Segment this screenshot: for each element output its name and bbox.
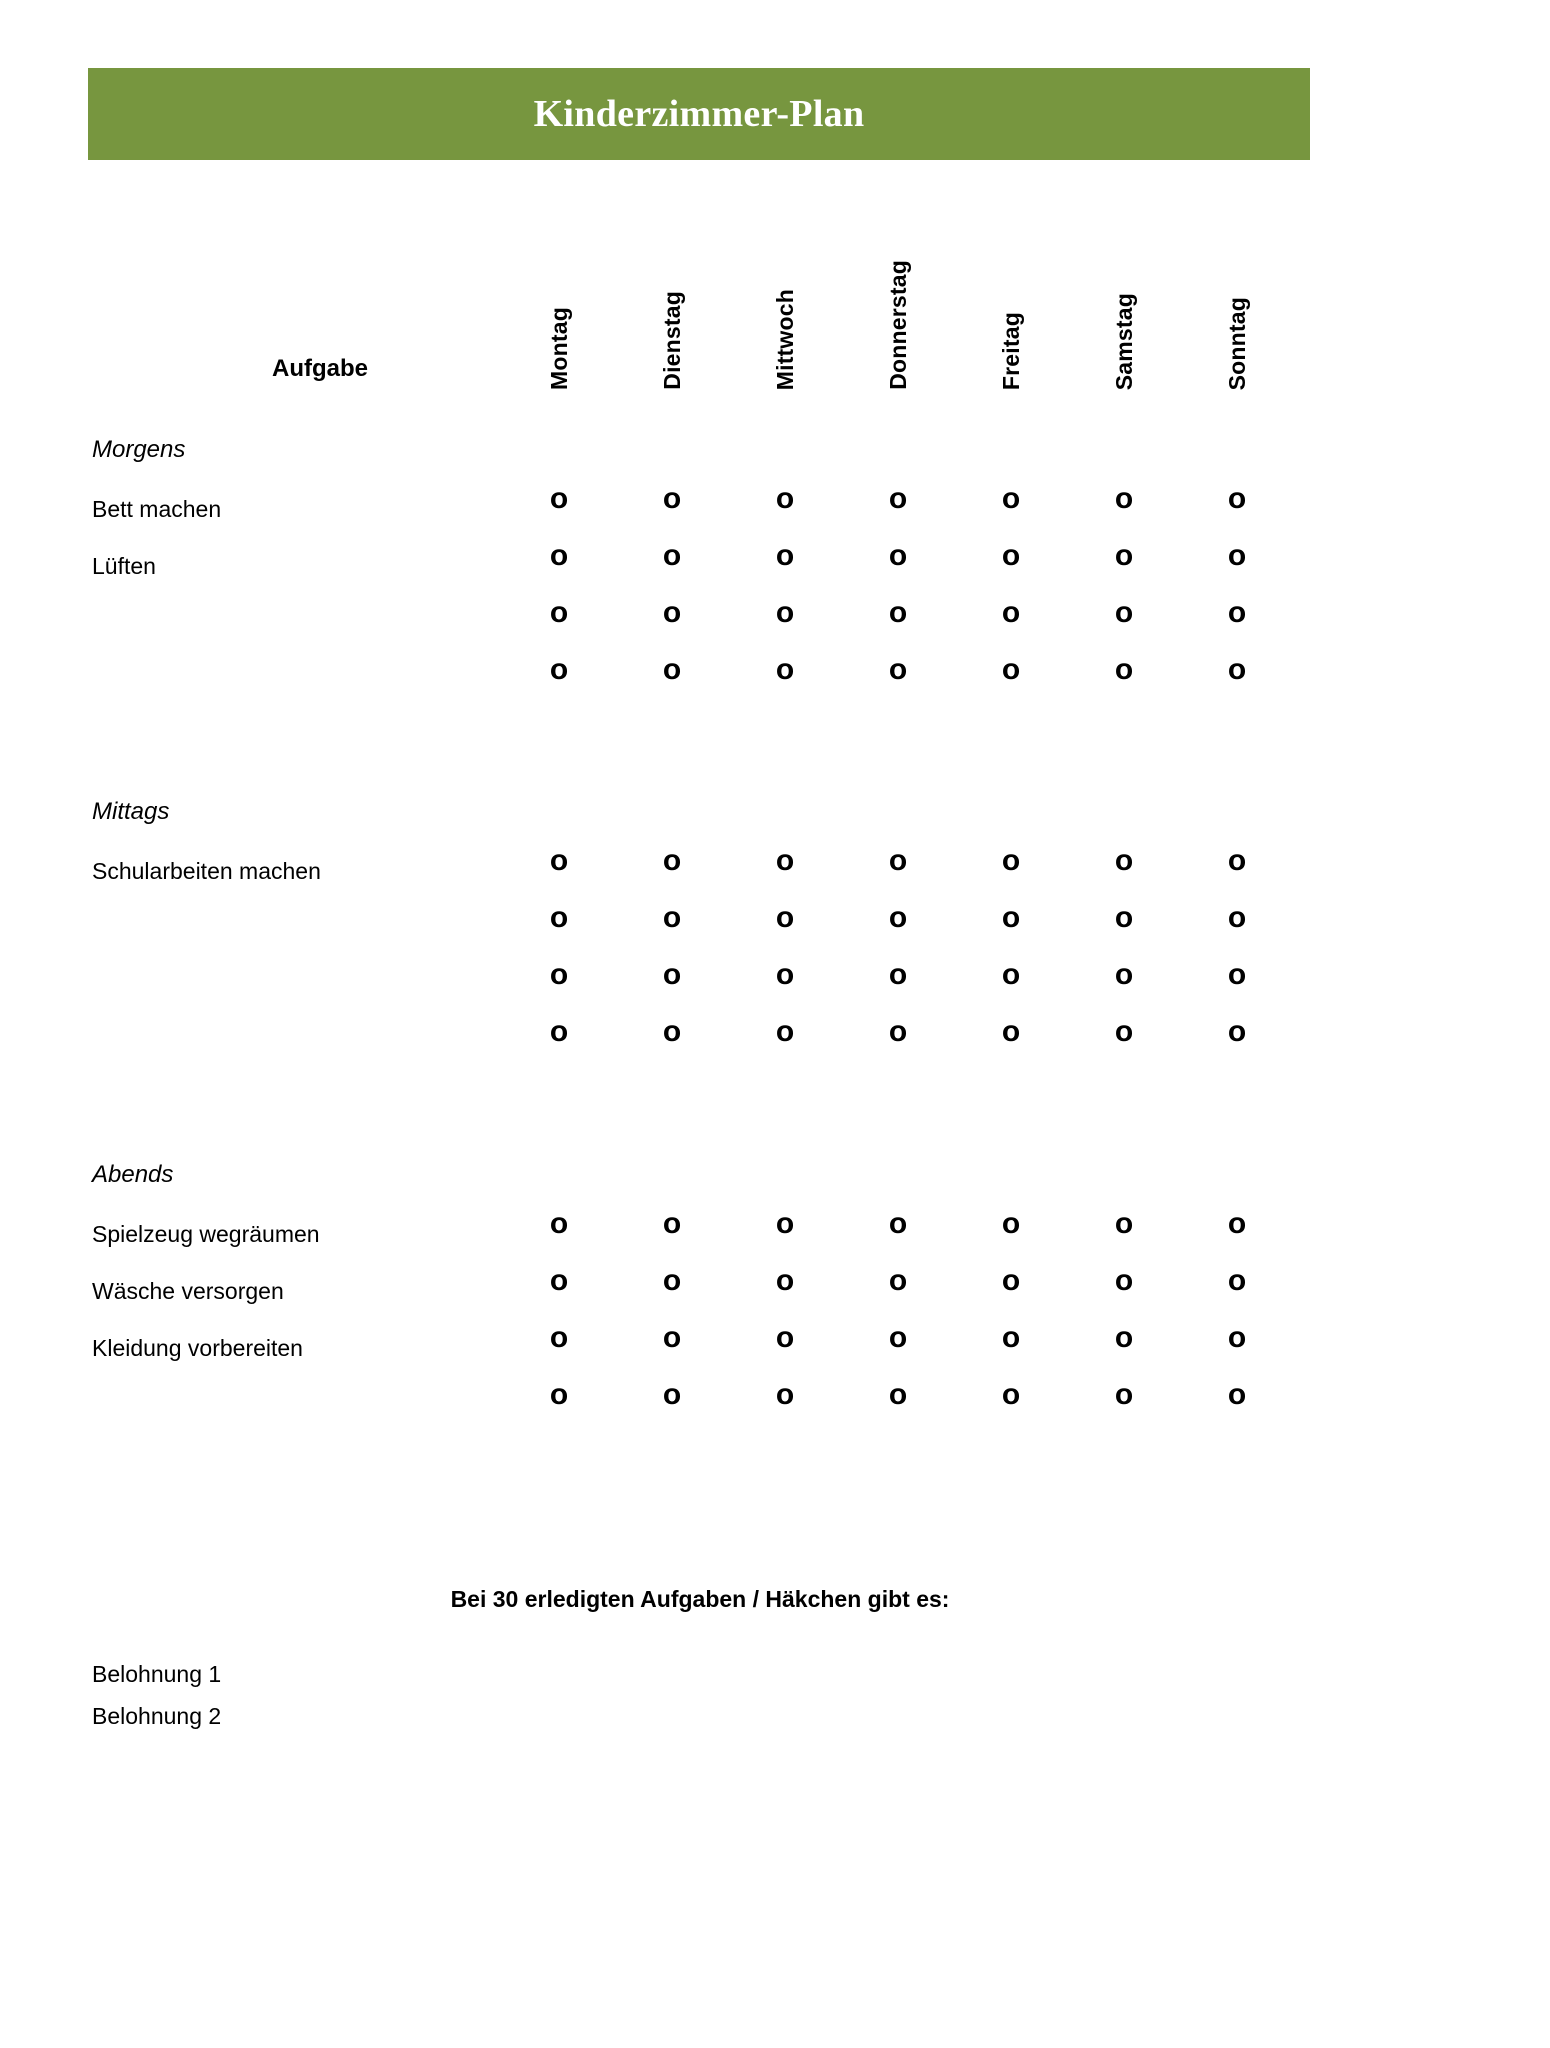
checkbox-circle[interactable]: o [549,596,569,629]
task-column-header: Aufgabe [272,355,368,382]
checkbox-circle[interactable]: o [1001,539,1021,572]
checkbox-circle[interactable]: o [662,901,682,934]
checkbox-circle[interactable]: o [1001,1015,1021,1048]
checkbox-circle[interactable]: o [1227,1378,1247,1411]
checkbox-circle[interactable]: o [662,539,682,572]
day-header-label: Donnerstag [884,260,911,390]
checkbox-circle[interactable]: o [1001,1207,1021,1240]
checkbox-circle[interactable]: o [888,1378,908,1411]
checkbox-circle[interactable]: o [1114,596,1134,629]
checkbox-circle[interactable]: o [1114,844,1134,877]
checkbox-circle[interactable]: o [1114,653,1134,686]
checkbox-circle[interactable]: o [775,482,795,515]
checkbox-circle[interactable]: o [775,1264,795,1297]
checkbox-circle[interactable]: o [888,844,908,877]
checkbox-circle[interactable]: o [549,653,569,686]
checkbox-circle[interactable]: o [1227,482,1247,515]
checkbox-circle[interactable]: o [1001,844,1021,877]
checkbox-circle[interactable]: o [1114,1378,1134,1411]
checkbox-circle[interactable]: o [888,958,908,991]
checkbox-circle[interactable]: o [1227,596,1247,629]
checkbox-circle[interactable]: o [888,653,908,686]
checkbox-circle[interactable]: o [549,958,569,991]
checkbox-circle[interactable]: o [1001,596,1021,629]
task-label[interactable]: Schularbeiten machen [92,858,321,884]
checkbox-circle[interactable]: o [888,1207,908,1240]
day-header-label: Samstag [1110,292,1137,390]
checkbox-circle[interactable]: o [662,482,682,515]
checkbox-circle[interactable]: o [888,596,908,629]
checkbox-circle[interactable]: o [775,844,795,877]
reward-item-1[interactable]: Belohnung 1 [92,1661,222,1687]
checkbox-circle[interactable]: o [662,653,682,686]
reward-heading: Bei 30 erledigten Aufgaben / Häkchen gibt es: [450,1586,950,1612]
checkbox-circle[interactable]: o [775,596,795,629]
checkbox-circle[interactable]: o [1227,901,1247,934]
checkbox-circle[interactable]: o [662,1015,682,1048]
checkbox-circle[interactable]: o [549,1264,569,1297]
checkbox-circle[interactable]: o [1227,844,1247,877]
day-header-label: Freitag [997,311,1024,390]
day-header-label: Mittwoch [771,288,798,390]
task-label[interactable]: Bett machen [92,496,222,522]
checkbox-circle[interactable]: o [775,1321,795,1354]
section-label-mittags: Mittags [92,798,170,825]
checkbox-circle[interactable]: o [775,539,795,572]
day-header-label: Montag [545,307,572,390]
checkbox-circle[interactable]: o [1227,1264,1247,1297]
checkbox-circle[interactable]: o [888,1264,908,1297]
checkbox-circle[interactable]: o [662,958,682,991]
reward-item-2[interactable]: Belohnung 2 [92,1703,222,1729]
checkbox-circle[interactable]: o [662,1264,682,1297]
checkbox-circle[interactable]: o [1001,482,1021,515]
checkbox-circle[interactable]: o [1114,482,1134,515]
checkbox-circle[interactable]: o [1114,901,1134,934]
checkbox-circle[interactable]: o [888,1015,908,1048]
section-label-abends: Abends [92,1161,174,1188]
checkbox-circle[interactable]: o [549,844,569,877]
checkbox-circle[interactable]: o [1114,539,1134,572]
day-header-label: Sonntag [1223,296,1250,390]
task-label[interactable]: Kleidung vorbereiten [92,1335,303,1361]
checkbox-circle[interactable]: o [1114,958,1134,991]
checkbox-circle[interactable]: o [888,1321,908,1354]
checkbox-circle[interactable]: o [549,482,569,515]
checkbox-circle[interactable]: o [1001,901,1021,934]
checkbox-circle[interactable]: o [775,1015,795,1048]
checkbox-circle[interactable]: o [1227,653,1247,686]
checkbox-circle[interactable]: o [549,1321,569,1354]
checkbox-circle[interactable]: o [1001,1321,1021,1354]
checkbox-circle[interactable]: o [1001,1378,1021,1411]
checkbox-circle[interactable]: o [662,844,682,877]
task-label[interactable]: Lüften [92,553,156,579]
checkbox-circle[interactable]: o [888,482,908,515]
checkbox-circle[interactable]: o [549,539,569,572]
checkbox-circle[interactable]: o [662,596,682,629]
checkbox-circle[interactable]: o [775,1207,795,1240]
checkbox-circle[interactable]: o [549,901,569,934]
checkbox-circle[interactable]: o [1227,1321,1247,1354]
checkbox-circle[interactable]: o [888,539,908,572]
checkbox-circle[interactable]: o [775,958,795,991]
checkbox-circle[interactable]: o [775,901,795,934]
task-label[interactable]: Wäsche versorgen [92,1278,284,1304]
page-title: Kinderzimmer-Plan [533,93,865,135]
checkbox-circle[interactable]: o [1114,1207,1134,1240]
checkbox-circle[interactable]: o [662,1378,682,1411]
checkbox-circle[interactable]: o [1114,1321,1134,1354]
checkbox-circle[interactable]: o [1227,958,1247,991]
checkbox-circle[interactable]: o [1001,653,1021,686]
checkbox-circle[interactable]: o [1001,1264,1021,1297]
checkbox-circle[interactable]: o [775,653,795,686]
task-label[interactable]: Spielzeug wegräumen [92,1221,320,1247]
checkbox-circle[interactable]: o [662,1321,682,1354]
checkbox-circle[interactable]: o [1114,1015,1134,1048]
checkbox-circle[interactable]: o [1227,1207,1247,1240]
checkbox-circle[interactable]: o [549,1378,569,1411]
day-header-label: Dienstag [658,291,685,390]
checkbox-circle[interactable]: o [549,1015,569,1048]
checkbox-circle[interactable]: o [549,1207,569,1240]
checkbox-circle[interactable]: o [1227,1015,1247,1048]
checkbox-circle[interactable]: o [1227,539,1247,572]
section-label-morgens: Morgens [92,436,186,463]
checkbox-circle[interactable]: o [662,1207,682,1240]
checkbox-circle[interactable]: o [1114,1264,1134,1297]
checkbox-circle[interactable]: o [775,1378,795,1411]
checkbox-circle[interactable]: o [1001,958,1021,991]
checkbox-circle[interactable]: o [888,901,908,934]
